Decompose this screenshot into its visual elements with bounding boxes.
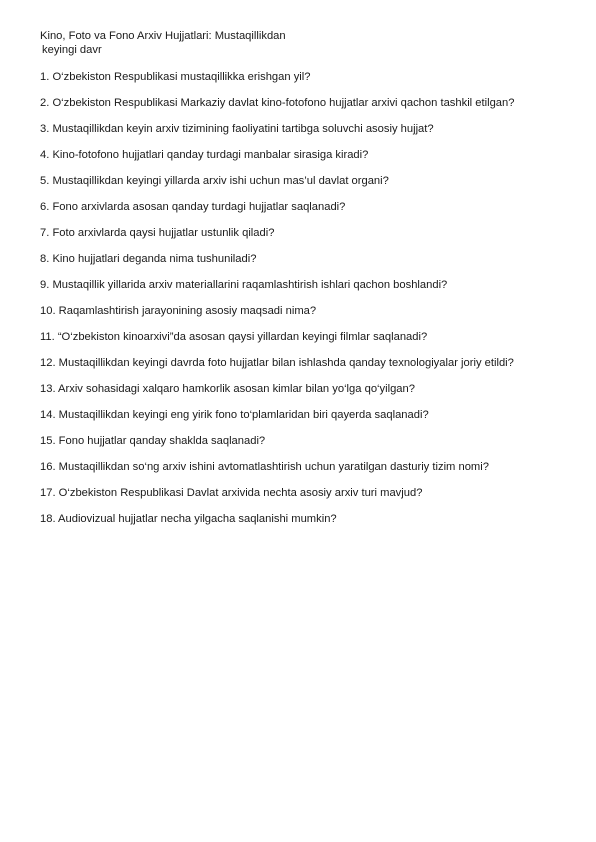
question-item: 3. Mustaqillikdan keyin arxiv tizimining faoliyatini tartibga soluvchi asosiy hujjat?: [40, 123, 434, 135]
question-item: 13. Arxiv sohasidagi xalqaro hamkorlik asosan kimlar bilan yo‘lga qo‘yilgan?: [40, 383, 415, 395]
question-item: 6. Fono arxivlarda asosan qanday turdagi hujjatlar saqlanadi?: [40, 201, 346, 213]
question-item: 7. Foto arxivlarda qaysi hujjatlar ustunlik qiladi?: [40, 227, 275, 239]
question-item: 12. Mustaqillikdan keyingi davrda foto hujjatlar bilan ishlashda qanday texnologiyalar joriy etildi?: [40, 357, 514, 369]
question-item: 8. Kino hujjatlari deganda nima tushuniladi?: [40, 253, 257, 265]
question-item: 15. Fono hujjatlar qanday shaklda saqlanadi?: [40, 435, 266, 447]
question-item: 11. “O‘zbekiston kinoarxivi”da asosan qaysi yillardan keyingi filmlar saqlanadi?: [40, 331, 428, 343]
question-item: 18. Audiovizual hujjatlar necha yilgacha saqlanishi mumkin?: [40, 513, 337, 525]
title-line-1: Kino, Foto va Fono Arxiv Hujjatlari: Mustaqillikdan: [40, 30, 286, 42]
question-item: 10. Raqamlashtirish jarayonining asosiy maqsadi nima?: [40, 305, 317, 317]
question-item: 14. Mustaqillikdan keyingi eng yirik fono to‘plamlaridan biri qayerda saqlanadi?: [40, 409, 429, 421]
question-item: 17. O‘zbekiston Respublikasi Davlat arxivida nechta asosiy arxiv turi mavjud?: [40, 487, 423, 499]
question-item: 5. Mustaqillikdan keyingi yillarda arxiv ishi uchun mas’ul davlat organi?: [40, 175, 389, 187]
question-list: [40, 71, 560, 527]
question-item: 9. Mustaqillik yillarida arxiv materiallarini raqamlashtirish ishlari qachon boshlandi?: [40, 279, 448, 291]
question-item: 4. Kino-fotofono hujjatlari qanday turdagi manbalar sirasiga kiradi?: [40, 149, 369, 161]
question-item: 16. Mustaqillikdan so‘ng arxiv ishini avtomatlashtirish uchun yaratilgan dasturiy tizim nomi?: [40, 461, 489, 473]
question-item: 1. O‘zbekiston Respublikasi mustaqillikka erishgan yil?: [40, 71, 311, 83]
question-item: 2. O‘zbekiston Respublikasi Markaziy davlat kino-fotofono hujjatlar arxivi qachon tashkil etilgan?: [40, 97, 515, 109]
document-title: [40, 30, 560, 57]
document-page: [40, 30, 560, 539]
title-line-2: keyingi davr: [42, 43, 102, 56]
